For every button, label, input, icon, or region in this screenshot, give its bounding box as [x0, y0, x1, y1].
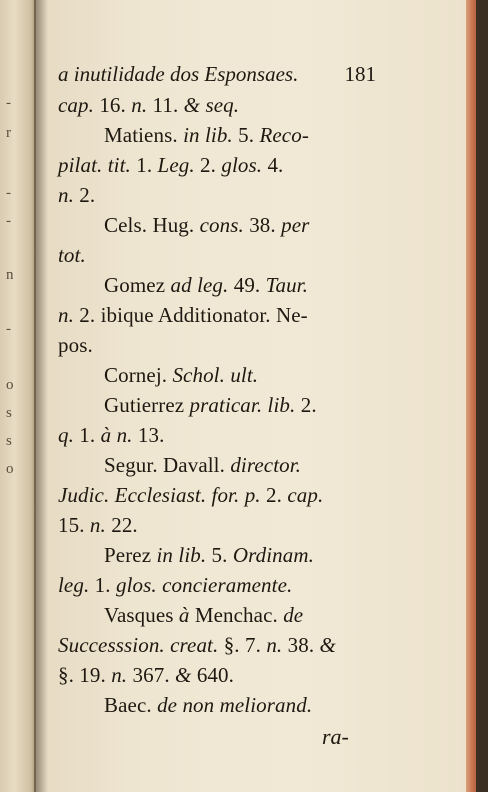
- text-line: §. 19. n. 367. & 640.: [58, 663, 234, 687]
- text-line: Gutierrez praticar. lib. 2.: [104, 393, 317, 417]
- text-line: n. 2.: [58, 183, 96, 207]
- facing-page-fragment: s: [6, 405, 12, 421]
- text-line: q. 1. à n. 13.: [58, 423, 165, 447]
- text-line: leg. 1. glos. concieramente.: [58, 573, 293, 597]
- facing-page-fragment: o: [6, 377, 14, 393]
- text-line: Successsion. creat. §. 7. n. 38. &: [58, 633, 336, 657]
- text-line: pos.: [58, 333, 93, 357]
- facing-page-fragment: r: [6, 125, 11, 141]
- running-header: [58, 58, 376, 90]
- running-title: a inutilidade dos Esponsaes.: [58, 62, 299, 86]
- facing-page-fragment: -: [6, 185, 11, 201]
- facing-page-fragment: -: [6, 321, 11, 337]
- text-line: Gomez ad leg. 49. Taur.: [104, 273, 308, 297]
- facing-page-fragment: s: [6, 433, 12, 449]
- text-line: Judic. Ecclesiast. for. p. 2. cap.: [58, 483, 324, 507]
- facing-page-fragment: -: [6, 213, 11, 229]
- text-line: n. 2. ibique Additionator. Ne-: [58, 303, 308, 327]
- text-line: Perez in lib. 5. Ordinam.: [104, 543, 314, 567]
- text-line: Vasques à Menchac. de: [104, 603, 304, 627]
- scan-border: [476, 0, 488, 792]
- facing-page-fragment: o: [6, 461, 14, 477]
- page-fore-edge: [466, 0, 476, 792]
- facing-page-fragment: n: [6, 267, 14, 283]
- facing-page-fragment: -: [6, 95, 11, 111]
- text-line: Baec. de non meliorand.: [104, 693, 313, 717]
- text-line: cap. 16. n. 11. & seq.: [58, 93, 240, 117]
- page-number: 181: [344, 62, 376, 86]
- facing-page-edge: [0, 0, 36, 792]
- text-line: pilat. tit. 1. Leg. 2. glos. 4.: [58, 153, 284, 177]
- text-line: 15. n. 22.: [58, 513, 138, 537]
- gutter-shadow: [34, 0, 48, 792]
- text-line: Cels. Hug. cons. 38. per: [104, 213, 310, 237]
- text-line: tot.: [58, 243, 86, 267]
- text-line: Segur. Davall. director.: [104, 453, 302, 477]
- text-line: Cornej. Schol. ult.: [104, 363, 259, 387]
- catchword: ra-: [322, 724, 349, 749]
- text-line: Matiens. in lib. 5. Reco-: [104, 123, 309, 147]
